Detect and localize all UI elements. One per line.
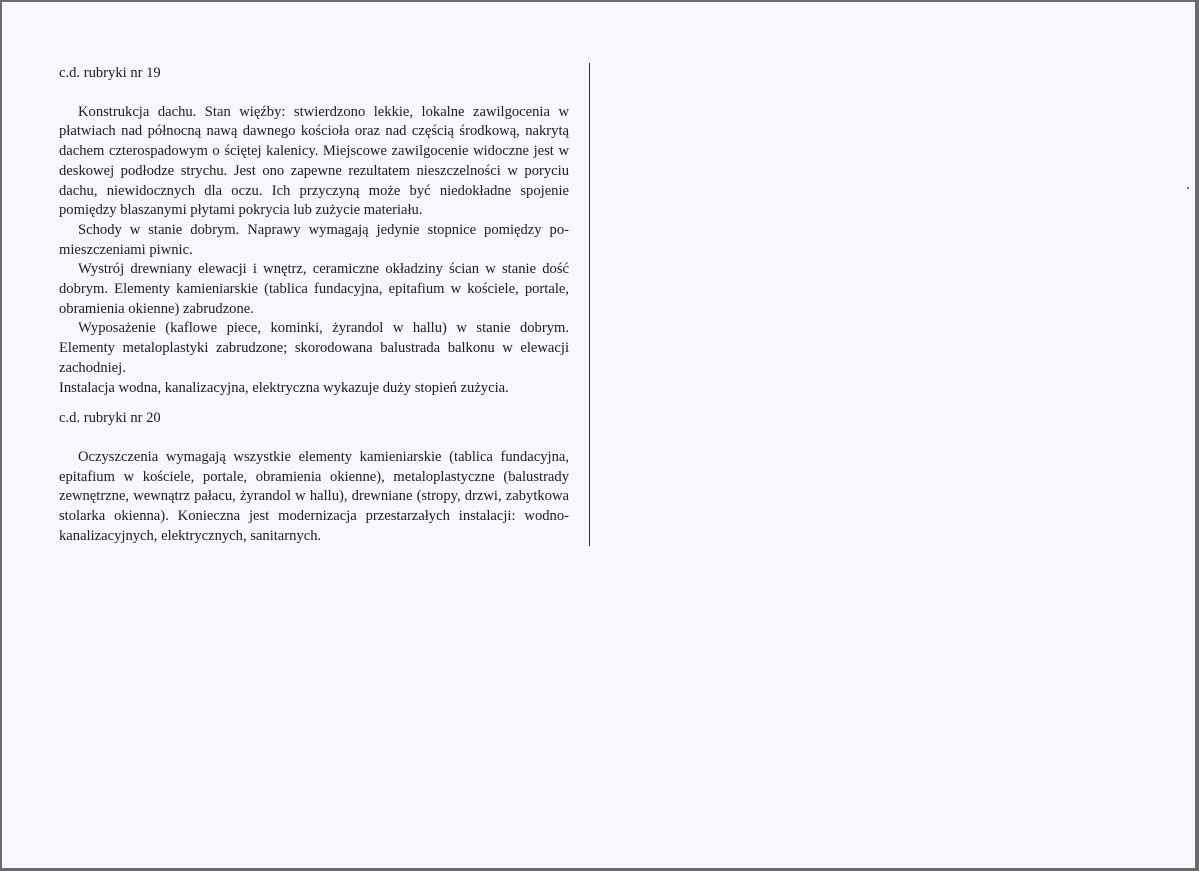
interior-decor-paragraph: Wystrój drewniany elewacji i wnętrz, ceramiczne okładziny ścian w stanie dość dobrym. Elementy kamieniarskie (tablica fundacyjna, epitafium w kościele, portale, obramienia okienne) zabrudzone. <box>59 261 569 317</box>
stairs-paragraph: Schody w stanie dobrym. Naprawy wymagają jedynie stopnice pomiędzy pomieszczeniami piwnic. <box>59 221 569 258</box>
installations-paragraph: Instalacja wodna, kanalizacyjna, elektryczna wykazuje duży stopień zużycia. <box>59 379 509 396</box>
scan-speck <box>1187 187 1189 189</box>
text-column <box>59 64 569 546</box>
section-19-heading: c.d. rubryki nr 19 <box>59 65 161 81</box>
furnishings-paragraph: Wyposażenie (kaflowe piece, kominki, żyrandol w hallu) w stanie dobrym. Elementy metaloplastyki zabrudzone; skorodowana balustrada balkonu w elewacji zachodniej. <box>59 320 569 376</box>
section-20-heading: c.d. rubryki nr 20 <box>59 410 161 427</box>
roof-construction-paragraph: Konstrukcja dachu. Stan więźby: stwierdzono lekkie, lokalne zawilgocenia w płatwiach nad północną nawą dawnego kościoła oraz nad częścią środkową, nakrytą dachem czterospadowym o ściętej kalenicy. Miejscowe zawilgocenie widoczne jest w deskowej podłodze strychu. Jest ono zapewne rezultatem nieszczelności w poryciu dachu, niewidocznych dla oczu. Ich przyczyną może być niedokładne spojenie pomiędzy blaszanymi płytami pokrycia lub zużycie materiału. <box>59 103 569 219</box>
document-page <box>2 2 1195 868</box>
column-divider-line <box>589 63 590 546</box>
cleaning-requirements-paragraph: Oczyszczenia wymagają wszystkie elementy kamieniarskie (tablica fundacyjna, epitafium w kościele, portale, obramienia okienne), metaloplastyczne (balustrady zewnętrzne, wewnątrz pałacu, żyrandol w hallu), drewniane (stropy, drzwi, zabytkowa stolarka okienna). Konieczna jest modernizacja przestarzałych instalacji: wodno-kanalizacyjnych, elektrycznych, sanitarnych. <box>59 448 569 544</box>
